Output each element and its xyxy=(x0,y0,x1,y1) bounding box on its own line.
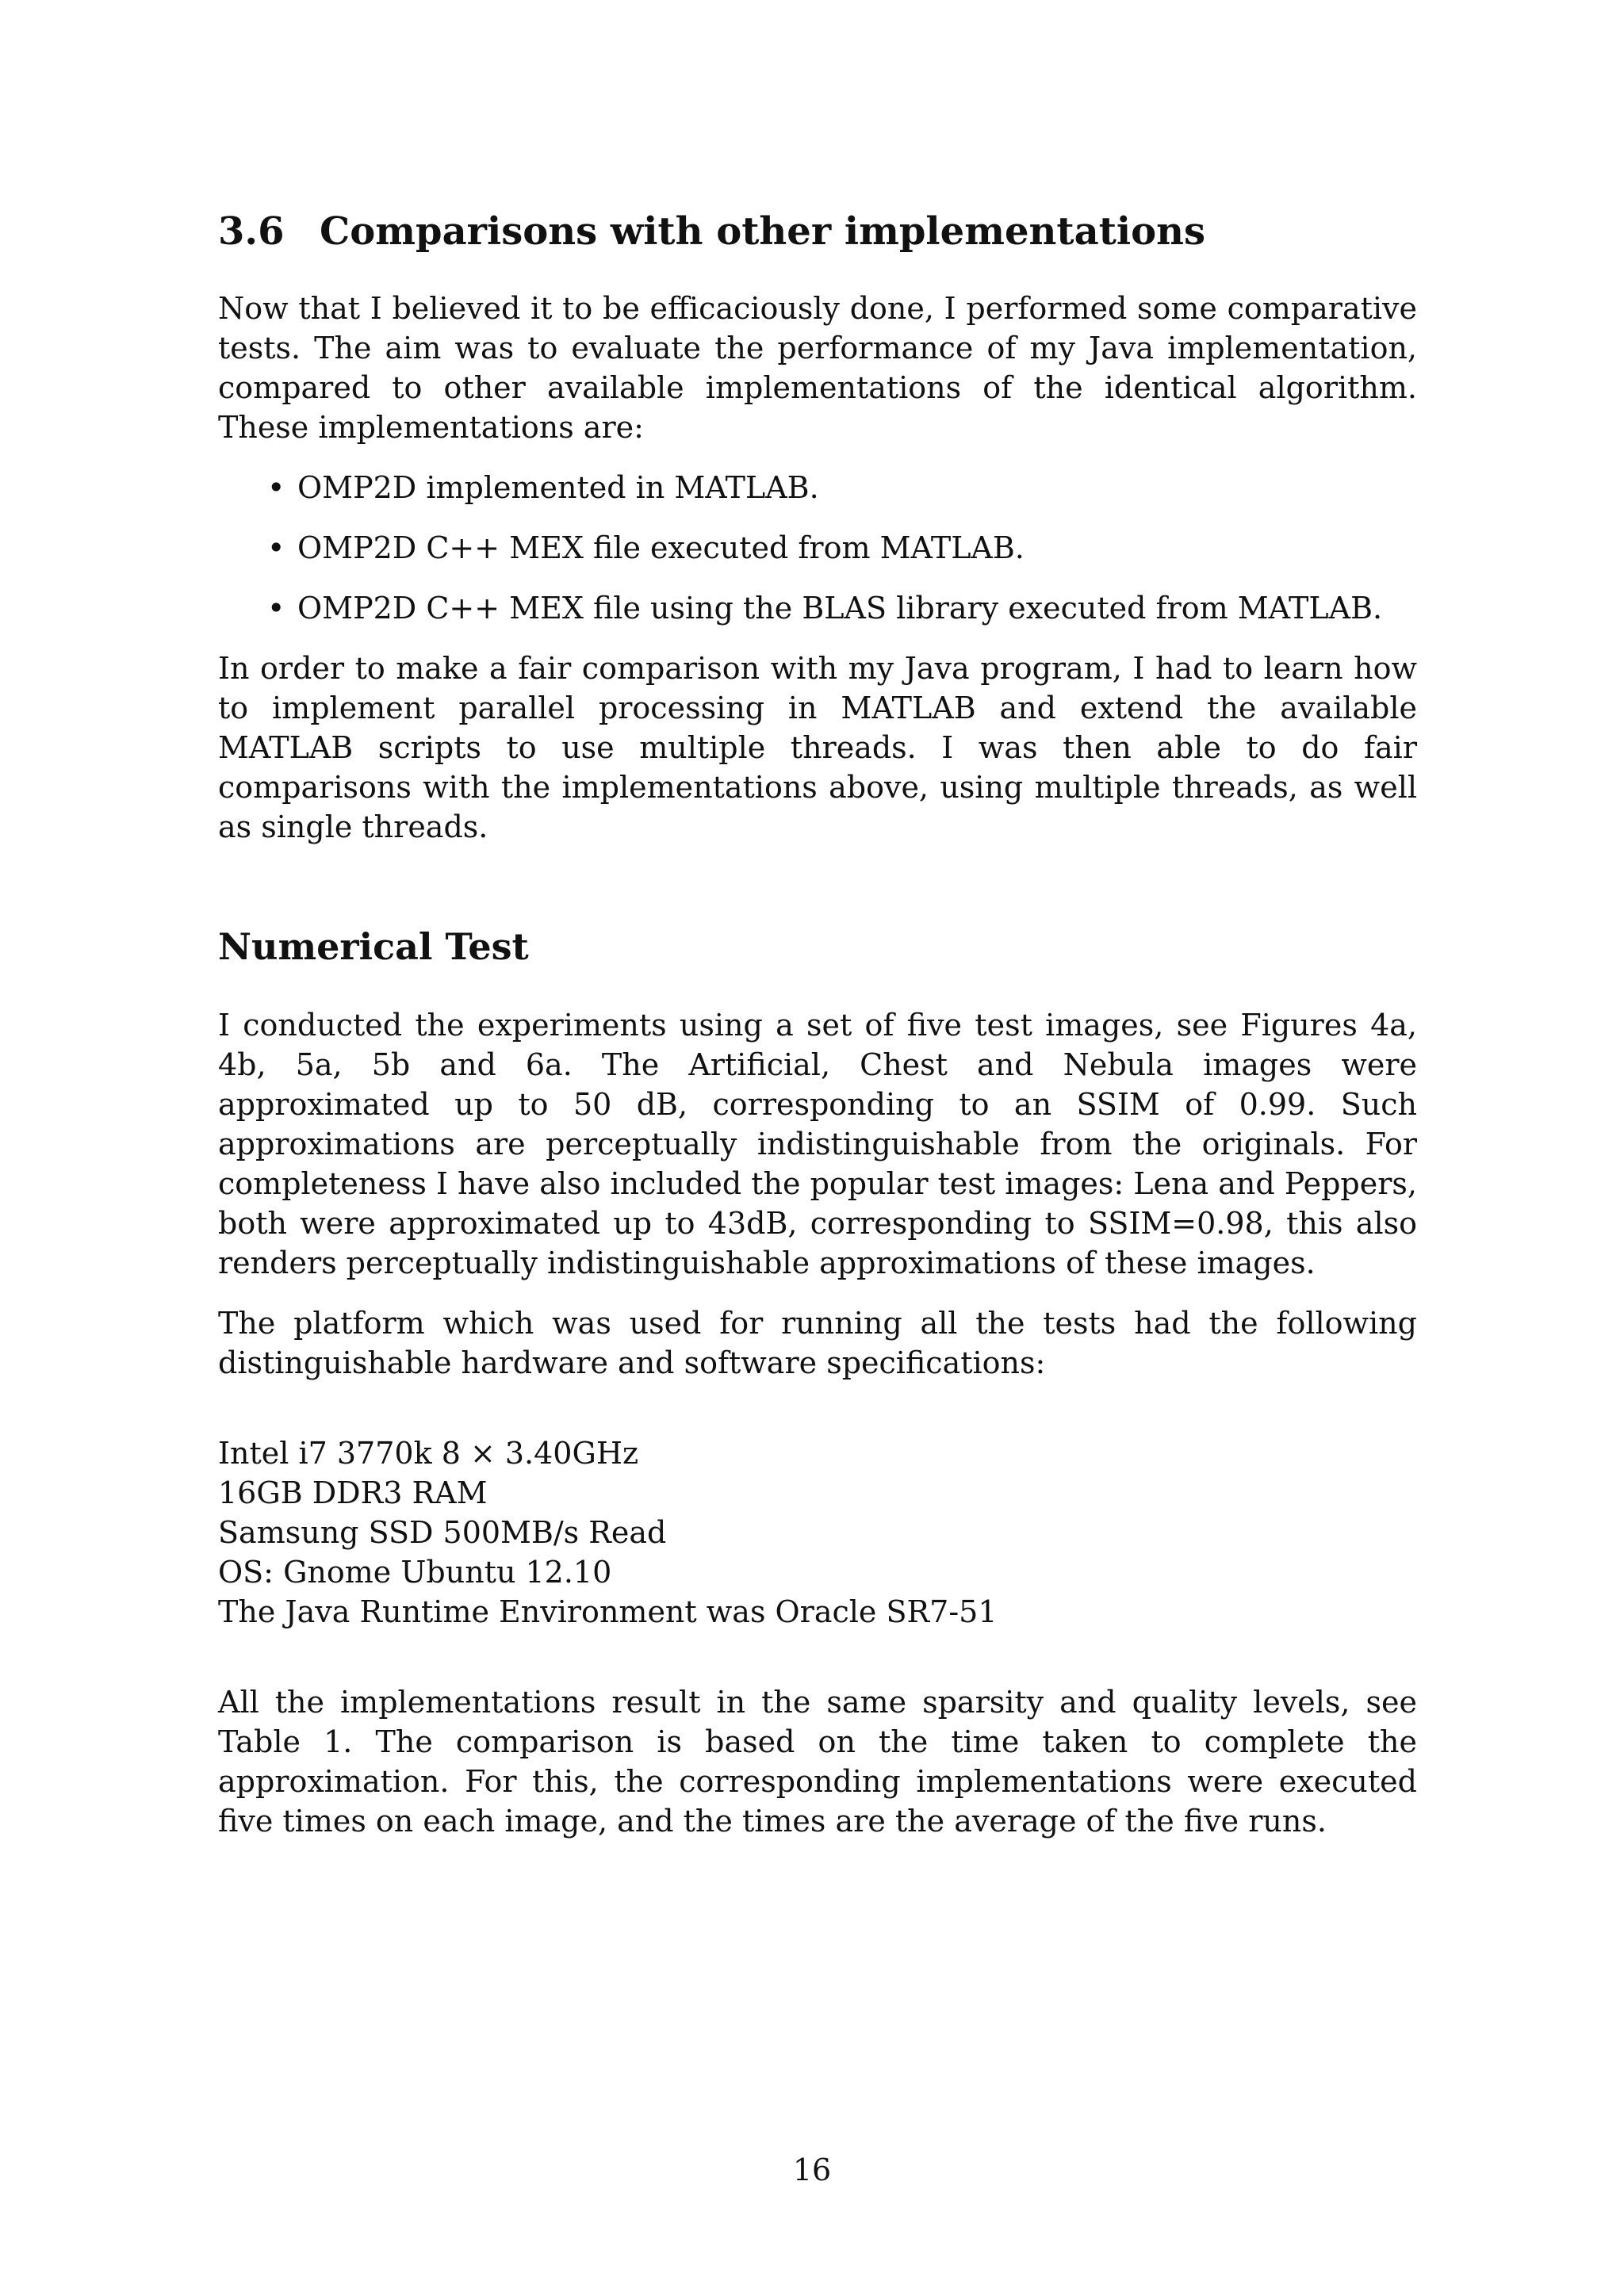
experiments-paragraph: I conducted the experiments using a set of five test images, see Figures 4a, 4b, 5a, 5b and 6a. The Artificial, Chest and Nebula images were approximated up to 50 dB, corresponding to an SSIM of 0.99. Such approximations are perceptually indistinguishable from the originals. For completeness I have also included the popular test images: Lena and Peppers, both were approximated up to 43dB, corresponding to SSIM=0.98, this also renders perceptually indistinguishable approximations of these images. xyxy=(218,1008,1417,1280)
spec-line: OS: Gnome Ubuntu 12.10 xyxy=(218,1555,612,1590)
subsection-heading: Numerical Test xyxy=(218,925,529,968)
spec-line: Intel i7 3770k 8 × 3.40GHz xyxy=(218,1436,638,1471)
list-item-text: OMP2D C++ MEX file executed from MATLAB. xyxy=(297,530,1025,565)
closing-paragraph: All the implementations result in the same sparsity and quality levels, see Table 1. The comparison is based on the time taken to complete the approximation. For this, the corresponding implementations were executed five times on each image, and the times are the average of the five runs. xyxy=(218,1685,1417,1839)
spec-line: The Java Runtime Environment was Oracle SR7-51 xyxy=(218,1594,998,1629)
page-body xyxy=(218,208,1417,1862)
bullet-icon: • xyxy=(267,591,285,626)
list-item xyxy=(218,588,1417,628)
list-item-text: OMP2D implemented in MATLAB. xyxy=(297,470,819,505)
list-item xyxy=(218,528,1417,568)
page-number: 16 xyxy=(792,2152,832,2187)
parallel-paragraph: In order to make a fair comparison with my Java program, I had to learn how to implement parallel processing in MATLAB and extend the available MATLAB scripts to use multiple threads. I was then able to do fair comparisons with the implementations above, using multiple threads, as well as single threads. xyxy=(218,651,1417,844)
section-number: 3.6 xyxy=(218,209,285,254)
list-item xyxy=(218,468,1417,507)
hardware-specs xyxy=(218,1433,1417,1632)
platform-paragraph: The platform which was used for running all the tests had the following distinguishable hardware and software specifications: xyxy=(218,1306,1417,1380)
list-item-text: OMP2D C++ MEX file using the BLAS library executed from MATLAB. xyxy=(297,591,1383,626)
bullet-icon: • xyxy=(267,470,285,505)
spec-line: Samsung SSD 500MB/s Read xyxy=(218,1515,667,1550)
intro-paragraph: Now that I believed it to be efficaciously done, I performed some comparative tests. The aim was to evaluate the performance of my Java implementation, compared to other available implementations of the identical algorithm. These implementations are: xyxy=(218,291,1417,445)
bullet-icon: • xyxy=(267,530,285,565)
section-title: Comparisons with other implementations xyxy=(320,209,1206,254)
section-heading xyxy=(218,208,1417,255)
implementations-list xyxy=(218,468,1417,628)
spec-line: 16GB DDR3 RAM xyxy=(218,1475,488,1510)
